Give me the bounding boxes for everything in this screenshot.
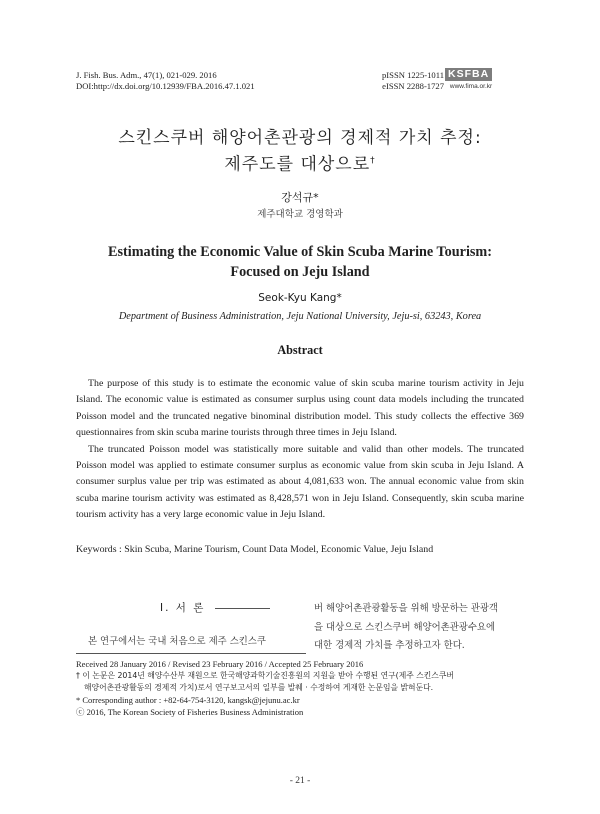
journal-url: www.fima.or.kr [449, 83, 493, 90]
journal-citation [76, 70, 255, 92]
right-line-3: 대한 경제적 가치를 추정하고자 한다. [314, 640, 465, 651]
funding-note-line1: † 이 논문은 2014년 해양수산부 재원으로 한국해양과학기술진흥원의 지원을 받아 수행된 연구(제주 스킨스쿠버 [76, 671, 454, 680]
abstract-heading: Abstract [277, 343, 323, 357]
body-right-column [314, 600, 529, 656]
english-affiliation: Department of Business Administration, Jeju National University, Jeju-si, 63243, Korea [118, 311, 482, 322]
abstract-body [76, 376, 524, 524]
doi-line: DOI:http://dx.doi.org/10.12939/FBA.2016.47.1.021 [76, 81, 255, 91]
journal-line: J. Fish. Bus. Adm., 47(1), 021-029. 2016 [76, 70, 217, 80]
journal-logo [445, 64, 492, 90]
right-line-2: 을 대상으로 스킨스쿠버 해양어촌관광수요에 [314, 621, 496, 633]
funding-note-line2: 해양어촌관광활동의 경제적 가치)로서 연구보고서의 일부를 발췌 · 수정하여 게재한 논문임을 밝혀둔다. [84, 683, 434, 692]
english-title [0, 242, 600, 282]
english-title-line2: Focused on Jeju Island [230, 264, 370, 280]
abstract-paragraph-1: The purpose of this study is to estimate the economic value of skin scuba marine tourism activity in Jeju Island. The economic value is estimated as consumer surplus using count data models including the truncated Poisson model and the truncated negative binominal distribution model. This study collects the effective 369 questionnaires from skin scuba marine tourists through three times in Jeju Island. [76, 378, 524, 439]
footnote-divider [76, 653, 306, 654]
korean-affiliation: 제주대학교 경영학과 [257, 209, 343, 220]
copyright-line: ⓒ 2016, The Korean Society of Fisheries Business Administration [76, 707, 304, 717]
footnotes [76, 658, 546, 718]
english-author: Seok-Kyu Kang* [258, 292, 342, 304]
corresponding-author: * Corresponding author : +82-64-754-3120, kangsk@jejunu.ac.kr [76, 695, 300, 705]
dagger-mark: † [370, 156, 376, 166]
keywords: Keywords : Skin Scuba, Marine Tourism, Count Data Model, Economic Value, Jeju Island [76, 544, 434, 555]
ksfba-logo-badge: KSFBA [445, 68, 492, 81]
abstract-paragraph-2: The truncated Poisson model was statistically more suitable and valid than other models. The truncated Poisson model was applied to estimate consumer surplus as economic value from skin scuba in Jeju Island. A consumer surplus value per trip was estimated as about 4,081,633 won. The annual economic value from skin scuba marine tourism activity was estimated as 8,428,571 won in Jeju Island. Consequently, skin scuba marine tourism activity has a very large economic value in Jeju Island. [76, 443, 524, 521]
section-rule [215, 608, 270, 609]
eissn: eISSN 2288-1727 [382, 81, 444, 91]
page-number: - 21 - [289, 776, 311, 786]
right-line-1: 버 해양어촌관광활동을 위해 방문하는 관광객 [314, 603, 498, 614]
section-title: Ⅰ. 서 론 [160, 602, 206, 614]
korean-title [40, 127, 560, 177]
english-title-line1: Estimating the Economic Value of Skin Scuba Marine Tourism: [108, 244, 492, 260]
pissn: pISSN 1225-1011 [382, 70, 444, 80]
korean-author: 강석규* [281, 191, 319, 204]
section-heading [160, 600, 280, 615]
issn-block [376, 70, 444, 92]
korean-title-line2: 제주도를 대상으로† [224, 154, 376, 175]
received-dates: Received 28 January 2016 / Revised 23 February 2016 / Accepted 25 February 2016 [76, 659, 364, 669]
korean-title-line1: 스킨스쿠버 해양어촌관광의 경제적 가치 추정: [118, 128, 482, 148]
body-left-column: 본 연구에서는 국내 처음으로 제주 스킨스쿠 [88, 636, 266, 647]
